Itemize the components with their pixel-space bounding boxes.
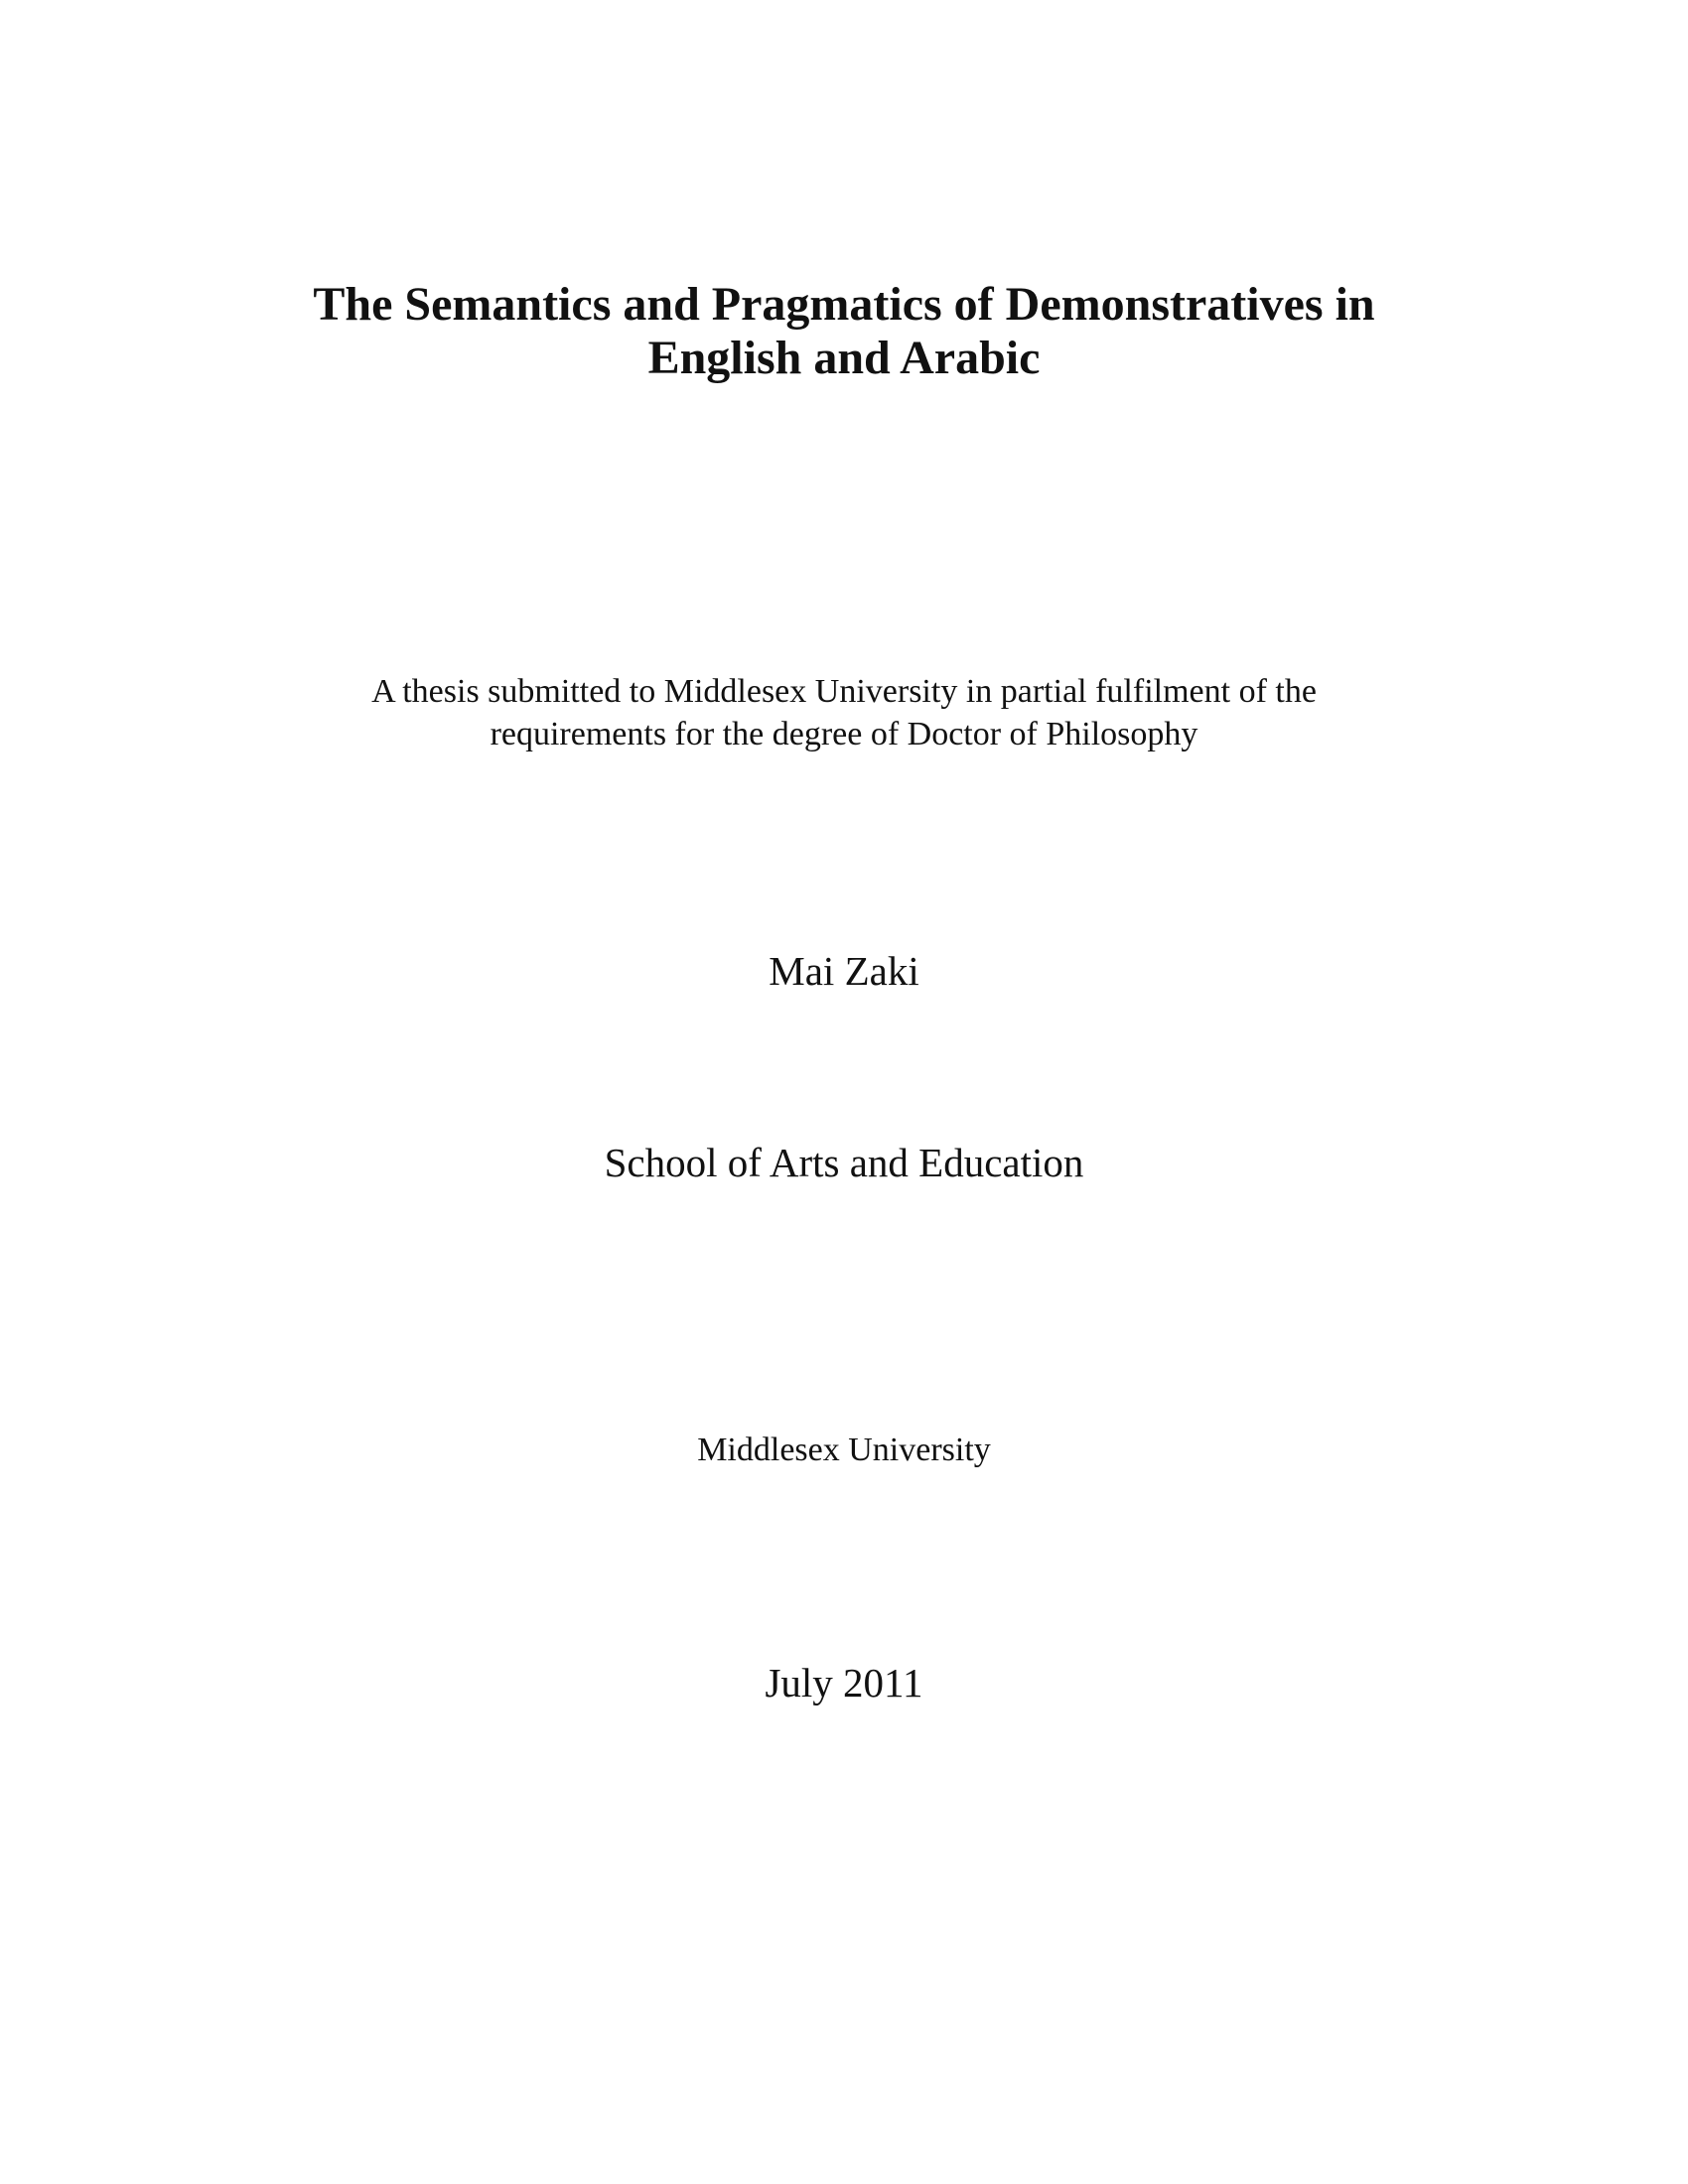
submission-statement [0,670,1688,755]
thesis-title-line-2: English and Arabic [647,332,1041,384]
author-name: Mai Zaki [769,948,919,994]
thesis-title [0,278,1688,385]
submission-statement-line-1: A thesis submitted to Middlesex University in partial fulfilment of the [371,673,1317,710]
thesis-title-line-1: The Semantics and Pragmatics of Demonstratives in [313,278,1375,331]
university-name: Middlesex University [697,1432,991,1468]
school-name: School of Arts and Education [604,1140,1084,1185]
submission-statement-line-2: requirements for the degree of Doctor of Philosophy [490,716,1198,752]
submission-date: July 2011 [765,1660,923,1706]
